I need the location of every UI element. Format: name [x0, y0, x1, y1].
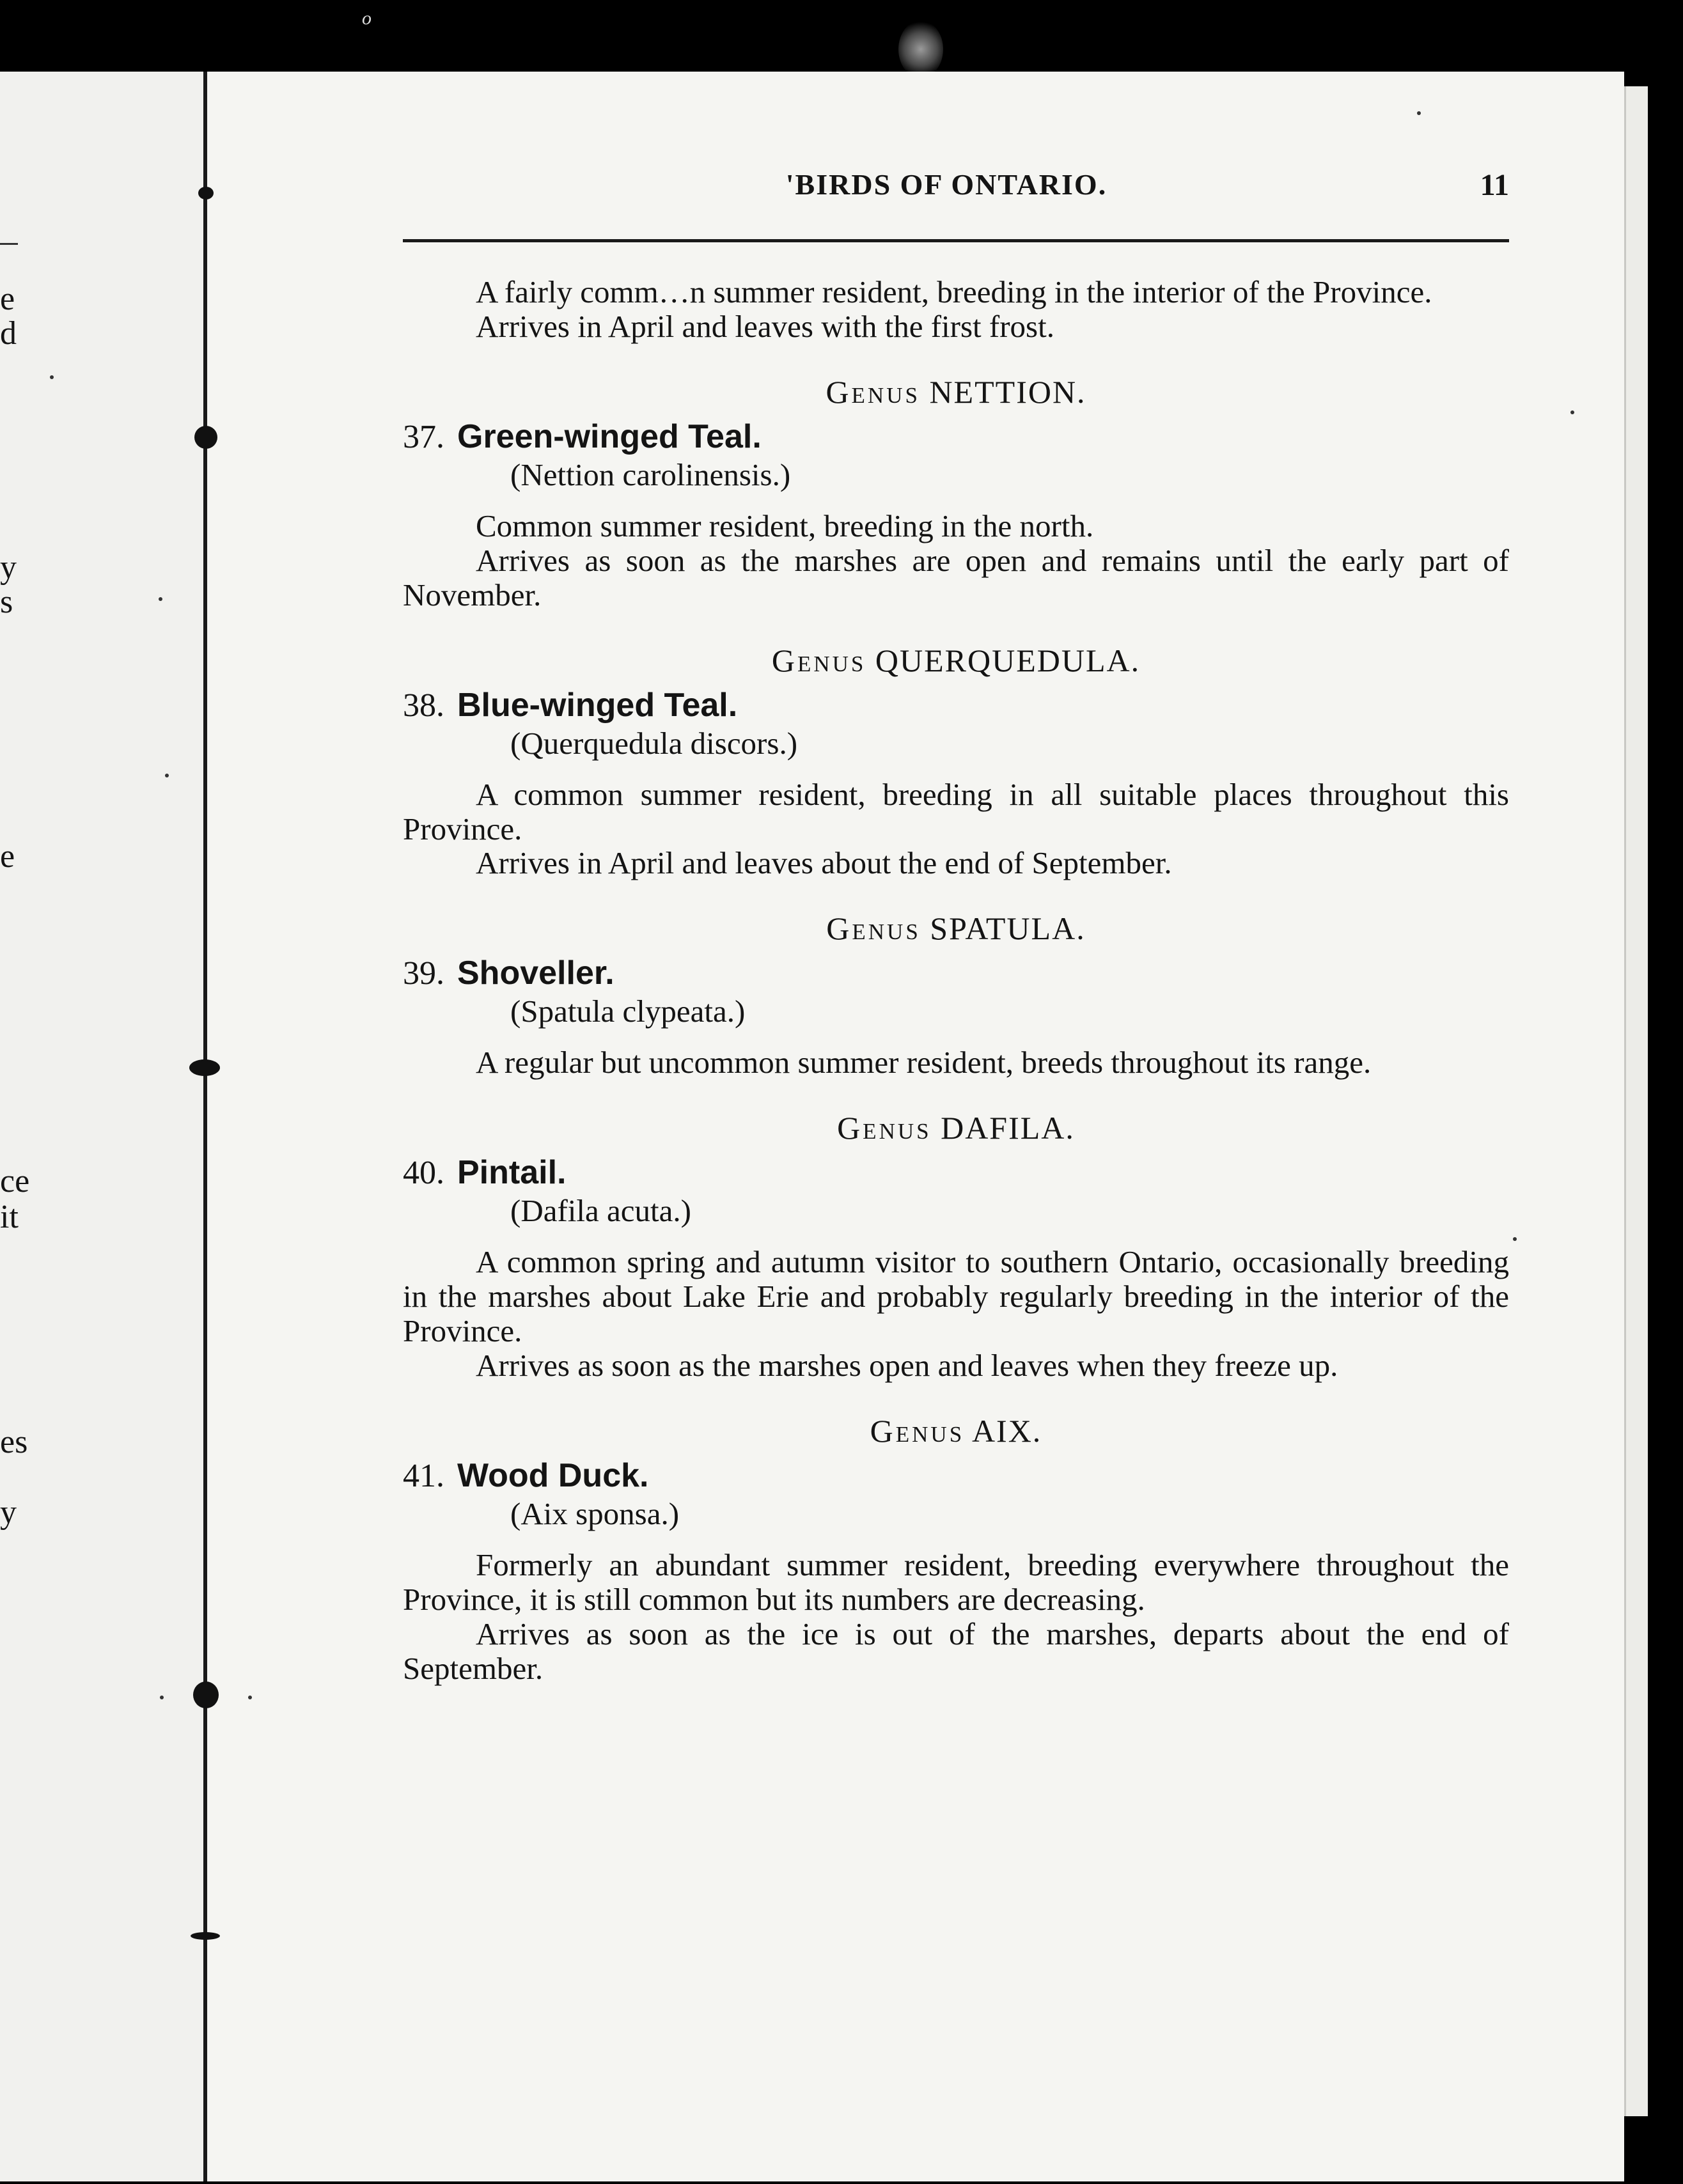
left-page-fragment: e	[0, 838, 15, 875]
paragraph: A fairly comm…n summer resident, breeding in the interior of the Province.	[476, 274, 1432, 309]
genus-name: QUERQUEDULA.	[875, 642, 1141, 678]
header-rule	[403, 239, 1509, 242]
page-edge-strip	[1624, 86, 1648, 2116]
paper-speck	[248, 1696, 252, 1699]
paragraph: Formerly an abundant summer resident, breeding everywhere throughout the Province, it is still common but its numbers are decreasing.	[403, 1547, 1509, 1617]
left-page-fragment: e	[0, 281, 15, 317]
paragraph: A common spring and autumn visitor to southern Ontario, occasionally breeding in the marshes about Lake Erie and probably regularly breeding in the interior of the Province.	[403, 1244, 1509, 1349]
species-heading	[403, 1458, 1509, 1494]
paragraph: Arrives as soon as the marshes open and leaves when they freeze up.	[476, 1348, 1338, 1383]
paragraph: Arrives as soon as the marshes are open and remains until the early part of November.	[403, 542, 1509, 612]
binding-stitch	[191, 1932, 220, 1940]
left-page-fragment: y	[0, 1494, 17, 1531]
binding-stitch	[194, 426, 217, 449]
paper-speck	[50, 375, 54, 379]
species-scientific-name: (Aix sponsa.)	[510, 1496, 680, 1532]
running-head	[384, 168, 1509, 212]
species-heading	[403, 1155, 1509, 1191]
left-page-fragment: d	[0, 315, 17, 352]
genus-heading	[403, 643, 1509, 678]
paper-speck	[1513, 1237, 1517, 1241]
species-common-name: Wood Duck.	[457, 1456, 649, 1494]
left-page-fragment: it	[0, 1199, 19, 1235]
left-page-fragment: es	[0, 1424, 28, 1460]
species-number: 41.	[403, 1457, 444, 1494]
species-heading	[403, 687, 1509, 724]
genus-label: Genus	[837, 1110, 932, 1146]
species-common-name: Shoveller.	[457, 955, 614, 992]
species-number: 38.	[403, 687, 444, 724]
page-number: 11	[1480, 168, 1509, 202]
genus-label: Genus	[826, 373, 920, 410]
paragraph: Common summer resident, breeding in the north.	[476, 508, 1094, 543]
paper-speck	[159, 597, 162, 601]
species-common-name: Green-winged Teal.	[457, 417, 762, 455]
species-scientific-name: (Nettion carolinensis.)	[510, 456, 791, 492]
genus-name: AIX.	[971, 1412, 1042, 1449]
species-scientific-name: (Dafila acuta.)	[510, 1193, 691, 1229]
genus-label: Genus	[870, 1412, 965, 1449]
species-common-name: Pintail.	[457, 1154, 567, 1192]
paragraph: Arrives in April and leaves with the first frost.	[476, 308, 1054, 344]
genus-heading	[403, 375, 1509, 410]
binding-stitch	[189, 1059, 220, 1076]
genus-heading	[403, 1414, 1509, 1449]
genus-name: SPATULA.	[930, 910, 1086, 947]
text-block	[403, 275, 1509, 1686]
stray-mark: o	[362, 8, 372, 29]
species-heading	[403, 419, 1509, 455]
genus-label: Genus	[826, 910, 921, 947]
left-page-fragment: ce	[0, 1163, 30, 1199]
genus-heading	[403, 911, 1509, 946]
left-page-edge	[0, 72, 203, 2181]
genus-heading	[403, 1111, 1509, 1146]
paper-speck	[1417, 111, 1421, 115]
paragraph: Arrives in April and leaves about the end of September.	[476, 845, 1172, 881]
species-common-name: Blue-winged Teal.	[457, 686, 738, 724]
species-number: 40.	[403, 1155, 444, 1192]
left-page-fragment: y	[0, 549, 17, 586]
left-page-rule	[0, 243, 18, 245]
genus-name: DAFILA.	[941, 1110, 1075, 1146]
species-scientific-name: (Spatula clypeata.)	[510, 994, 746, 1029]
genus-name: NETTION.	[929, 373, 1086, 410]
paragraph: A regular but uncommon summer resident, breeds throughout its range.	[476, 1045, 1372, 1080]
species-heading	[403, 955, 1509, 992]
binding-stitch	[198, 187, 214, 199]
species-scientific-name: (Querquedula discors.)	[510, 725, 798, 761]
species-number: 37.	[403, 418, 444, 455]
paper-speck	[160, 1696, 164, 1699]
paper-speck	[1570, 410, 1574, 414]
paper-speck	[165, 774, 169, 777]
left-page-fragment: s	[0, 584, 13, 620]
binding-line	[203, 72, 207, 2181]
genus-label: Genus	[771, 642, 866, 678]
paragraph: Arrives as soon as the ice is out of the marshes, departs about the end of September.	[403, 1616, 1509, 1686]
paragraph: A common summer resident, breeding in all suitable places throughout this Province.	[403, 776, 1509, 846]
camera-flash-spot	[898, 20, 943, 78]
binding-stitch	[193, 1681, 219, 1708]
running-title: 'BIRDS OF ONTARIO.	[785, 168, 1108, 201]
species-number: 39.	[403, 955, 444, 992]
book-page	[0, 72, 1624, 2181]
